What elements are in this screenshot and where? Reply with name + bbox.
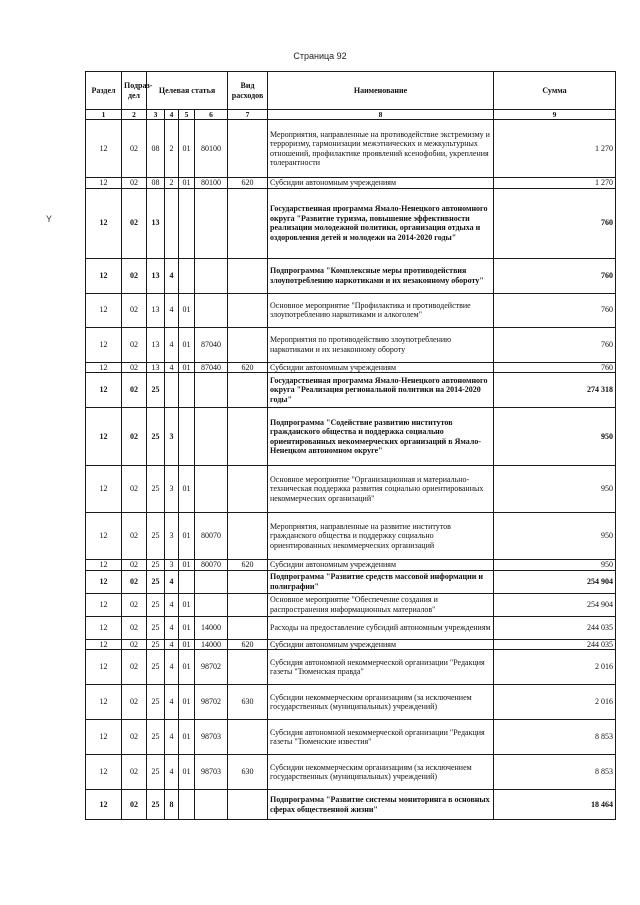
cell-razdel: 12 (86, 685, 122, 720)
cell-vid (228, 293, 268, 327)
cell-event: 01 (179, 560, 195, 571)
cell-event: 01 (179, 362, 195, 373)
table-row (86, 293, 616, 327)
cell-name: Подпрограмма "Развитие системы мониторинга в основных сферах общественной жизни" (268, 790, 494, 820)
cell-direction: 98702 (195, 685, 228, 720)
cell-podrazdel: 02 (122, 188, 147, 258)
cell-direction: 87040 (195, 327, 228, 362)
table-row (86, 373, 616, 408)
table-row (86, 120, 616, 178)
cell-name: Мероприятия по противодействию злоупотреблению наркотиками и их незаконному обороту (268, 327, 494, 362)
cell-event: 01 (179, 720, 195, 755)
column-number: 6 (195, 110, 228, 120)
cell-direction: 80100 (195, 120, 228, 178)
cell-podrazdel: 02 (122, 293, 147, 327)
cell-name: Субсидии автономным учреждениям (268, 560, 494, 571)
cell-program: 13 (147, 258, 165, 293)
cell-program: 25 (147, 685, 165, 720)
cell-name: Мероприятия, направленные на развитие институтов гражданского общества и поддержку социально ориентированных некоммерческих организаций (268, 513, 494, 560)
cell-program: 13 (147, 362, 165, 373)
cell-sum: 1 270 (494, 178, 616, 189)
cell-program: 25 (147, 755, 165, 790)
cell-podrazdel: 02 (122, 755, 147, 790)
cell-event (179, 258, 195, 293)
cell-name: Субсидия автономной некоммерческой организации "Редакция газеты "Тюменская правда" (268, 650, 494, 685)
cell-vid: 620 (228, 178, 268, 189)
cell-direction (195, 408, 228, 466)
cell-event: 01 (179, 120, 195, 178)
cell-vid (228, 466, 268, 513)
cell-name: Субсидии автономным учреждениям (268, 362, 494, 373)
cell-razdel: 12 (86, 466, 122, 513)
cell-event: 01 (179, 650, 195, 685)
cell-subprogram: 8 (165, 790, 179, 820)
header-row (86, 72, 616, 110)
cell-subprogram: 4 (165, 650, 179, 685)
cell-podrazdel: 02 (122, 258, 147, 293)
cell-vid (228, 593, 268, 616)
table-row (86, 720, 616, 755)
cell-event (179, 373, 195, 408)
cell-direction (195, 593, 228, 616)
cell-razdel: 12 (86, 639, 122, 650)
cell-vid: 620 (228, 639, 268, 650)
cell-direction: 80070 (195, 560, 228, 571)
table-row (86, 513, 616, 560)
cell-subprogram: 4 (165, 639, 179, 650)
column-number: 3 (147, 110, 165, 120)
cell-podrazdel: 02 (122, 685, 147, 720)
cell-name: Основное мероприятие "Обеспечение создания и распространения информационных материалов" (268, 593, 494, 616)
cell-podrazdel: 02 (122, 408, 147, 466)
cell-vid: 620 (228, 560, 268, 571)
cell-sum: 950 (494, 513, 616, 560)
cell-podrazdel: 02 (122, 513, 147, 560)
table-row (86, 408, 616, 466)
cell-vid (228, 373, 268, 408)
table-row (86, 685, 616, 720)
col-header-name: Наименование (268, 72, 494, 110)
cell-razdel: 12 (86, 120, 122, 178)
cell-direction: 14000 (195, 616, 228, 639)
cell-name: Субсидии некоммерческим организациям (за исключением государственных (муниципальных) учреждений) (268, 755, 494, 790)
cell-subprogram (165, 188, 179, 258)
cell-vid (228, 188, 268, 258)
cell-program: 25 (147, 560, 165, 571)
cell-direction: 87040 (195, 362, 228, 373)
cell-sum: 760 (494, 362, 616, 373)
cell-subprogram: 2 (165, 120, 179, 178)
cell-event: 01 (179, 513, 195, 560)
cell-subprogram: 4 (165, 616, 179, 639)
cell-subprogram (165, 373, 179, 408)
cell-subprogram: 3 (165, 466, 179, 513)
cell-sum: 760 (494, 188, 616, 258)
cell-subprogram: 4 (165, 593, 179, 616)
cell-direction: 98703 (195, 720, 228, 755)
cell-program: 13 (147, 293, 165, 327)
margin-mark: Y (46, 214, 53, 224)
cell-direction (195, 466, 228, 513)
cell-direction: 80100 (195, 178, 228, 189)
table-row (86, 790, 616, 820)
cell-event: 01 (179, 178, 195, 189)
cell-name: Основное мероприятие "Профилактика и противодействие злоупотреблению наркотиками и алкоголем" (268, 293, 494, 327)
cell-podrazdel: 02 (122, 616, 147, 639)
cell-razdel: 12 (86, 616, 122, 639)
cell-direction (195, 188, 228, 258)
cell-razdel: 12 (86, 560, 122, 571)
cell-sum: 950 (494, 466, 616, 513)
cell-razdel: 12 (86, 790, 122, 820)
column-number: 2 (122, 110, 147, 120)
cell-podrazdel: 02 (122, 373, 147, 408)
cell-razdel: 12 (86, 293, 122, 327)
cell-program: 25 (147, 373, 165, 408)
cell-direction: 14000 (195, 639, 228, 650)
cell-sum: 244 035 (494, 639, 616, 650)
cell-podrazdel: 02 (122, 650, 147, 685)
cell-sum: 760 (494, 258, 616, 293)
cell-program: 25 (147, 616, 165, 639)
cell-program: 25 (147, 408, 165, 466)
cell-podrazdel: 02 (122, 720, 147, 755)
cell-sum: 8 853 (494, 720, 616, 755)
cell-vid (228, 327, 268, 362)
cell-razdel: 12 (86, 188, 122, 258)
cell-vid (228, 570, 268, 593)
cell-podrazdel: 02 (122, 560, 147, 571)
cell-name: Государственная программа Ямало-Ненецкого автономного округа "Реализация региональной политики на 2014-2020 годы" (268, 373, 494, 408)
cell-sum: 760 (494, 293, 616, 327)
cell-vid: 630 (228, 755, 268, 790)
cell-direction (195, 790, 228, 820)
cell-vid (228, 650, 268, 685)
cell-program: 25 (147, 790, 165, 820)
table-row (86, 327, 616, 362)
cell-podrazdel: 02 (122, 790, 147, 820)
column-number: 9 (494, 110, 616, 120)
cell-razdel: 12 (86, 373, 122, 408)
col-header-celevaya: Целевая статья (147, 72, 228, 110)
cell-subprogram: 4 (165, 362, 179, 373)
cell-podrazdel: 02 (122, 327, 147, 362)
cell-name: Субсидии автономным учреждениям (268, 178, 494, 189)
cell-sum: 2 016 (494, 650, 616, 685)
cell-subprogram: 4 (165, 293, 179, 327)
cell-program: 13 (147, 327, 165, 362)
cell-razdel: 12 (86, 720, 122, 755)
cell-vid (228, 513, 268, 560)
cell-event: 01 (179, 593, 195, 616)
col-header-vid: Вид расходов (228, 72, 268, 110)
cell-name: Государственная программа Ямало-Ненецкого автономного округа "Развитие туризма, повышение эффективности реализации молодежной политики, организация отдыха и оздоровления детей и молодежи на 2014-2020 годы" (268, 188, 494, 258)
cell-podrazdel: 02 (122, 178, 147, 189)
table-row (86, 466, 616, 513)
cell-direction: 98703 (195, 755, 228, 790)
table-row (86, 258, 616, 293)
cell-name: Основное мероприятие "Организационная и материально-техническая поддержка развития социально ориентированных некоммерческих организаций" (268, 466, 494, 513)
cell-podrazdel: 02 (122, 120, 147, 178)
cell-sum: 1 270 (494, 120, 616, 178)
cell-name: Субсидия автономной некоммерческой организации "Редакция газеты "Тюменские известия" (268, 720, 494, 755)
cell-podrazdel: 02 (122, 362, 147, 373)
cell-subprogram: 4 (165, 258, 179, 293)
cell-event: 01 (179, 466, 195, 513)
cell-event: 01 (179, 755, 195, 790)
page-header: Страница 92 (293, 51, 347, 61)
cell-subprogram: 3 (165, 560, 179, 571)
cell-vid (228, 408, 268, 466)
cell-sum: 18 464 (494, 790, 616, 820)
cell-razdel: 12 (86, 258, 122, 293)
table-body (86, 120, 616, 820)
column-number: 4 (165, 110, 179, 120)
cell-podrazdel: 02 (122, 593, 147, 616)
cell-program: 13 (147, 188, 165, 258)
cell-program: 25 (147, 720, 165, 755)
cell-program: 25 (147, 466, 165, 513)
cell-direction (195, 570, 228, 593)
cell-subprogram: 4 (165, 327, 179, 362)
cell-sum: 254 904 (494, 570, 616, 593)
table-row (86, 178, 616, 189)
cell-sum: 760 (494, 327, 616, 362)
cell-name: Подпрограмма "Комплексные меры противодействия злоупотреблению наркотиками и их незаконному обороту" (268, 258, 494, 293)
cell-sum: 244 035 (494, 616, 616, 639)
cell-subprogram: 4 (165, 685, 179, 720)
cell-event (179, 188, 195, 258)
column-number: 8 (268, 110, 494, 120)
cell-direction: 98702 (195, 650, 228, 685)
cell-sum: 274 318 (494, 373, 616, 408)
table-row (86, 560, 616, 571)
cell-vid (228, 120, 268, 178)
cell-event: 01 (179, 616, 195, 639)
cell-razdel: 12 (86, 650, 122, 685)
table-row (86, 616, 616, 639)
cell-event: 01 (179, 293, 195, 327)
cell-podrazdel: 02 (122, 639, 147, 650)
cell-sum: 2 016 (494, 685, 616, 720)
column-number-row (86, 110, 616, 120)
cell-sum: 950 (494, 560, 616, 571)
cell-vid: 630 (228, 685, 268, 720)
cell-vid (228, 790, 268, 820)
cell-direction: 80070 (195, 513, 228, 560)
cell-razdel: 12 (86, 570, 122, 593)
cell-event (179, 790, 195, 820)
budget-table (85, 71, 616, 820)
table-row (86, 593, 616, 616)
cell-razdel: 12 (86, 362, 122, 373)
cell-program: 25 (147, 570, 165, 593)
cell-subprogram: 2 (165, 178, 179, 189)
cell-direction (195, 258, 228, 293)
cell-sum: 8 853 (494, 755, 616, 790)
table-row (86, 650, 616, 685)
cell-program: 08 (147, 178, 165, 189)
cell-razdel: 12 (86, 593, 122, 616)
cell-program: 25 (147, 593, 165, 616)
cell-podrazdel: 02 (122, 466, 147, 513)
cell-vid (228, 258, 268, 293)
table-row (86, 362, 616, 373)
cell-name: Подпрограмма "Содействие развитию институтов гражданского общества и поддержка социально ориентированных некоммерческих организаций в Ямало-Ненецком автономном округе" (268, 408, 494, 466)
column-number: 7 (228, 110, 268, 120)
cell-direction (195, 293, 228, 327)
table-row (86, 188, 616, 258)
col-header-podrazdel: Подраз-дел (122, 72, 147, 110)
cell-sum: 950 (494, 408, 616, 466)
cell-razdel: 12 (86, 755, 122, 790)
cell-event (179, 570, 195, 593)
cell-event: 01 (179, 685, 195, 720)
cell-sum: 254 904 (494, 593, 616, 616)
cell-razdel: 12 (86, 327, 122, 362)
cell-vid: 620 (228, 362, 268, 373)
cell-podrazdel: 02 (122, 570, 147, 593)
cell-razdel: 12 (86, 408, 122, 466)
cell-vid (228, 616, 268, 639)
cell-name: Субсидии автономным учреждениям (268, 639, 494, 650)
cell-name: Расходы на предоставление субсидий автономным учреждениям (268, 616, 494, 639)
cell-subprogram: 3 (165, 513, 179, 560)
cell-subprogram: 4 (165, 570, 179, 593)
table-row (86, 570, 616, 593)
table-row (86, 639, 616, 650)
cell-program: 25 (147, 639, 165, 650)
cell-subprogram: 4 (165, 755, 179, 790)
cell-subprogram: 3 (165, 408, 179, 466)
cell-event: 01 (179, 639, 195, 650)
table-row (86, 755, 616, 790)
cell-event (179, 408, 195, 466)
cell-event: 01 (179, 327, 195, 362)
col-header-razdel: Раздел (86, 72, 122, 110)
cell-program: 08 (147, 120, 165, 178)
cell-name: Субсидии некоммерческим организациям (за исключением государственных (муниципальных) учреждений) (268, 685, 494, 720)
cell-razdel: 12 (86, 513, 122, 560)
cell-program: 25 (147, 650, 165, 685)
column-number: 1 (86, 110, 122, 120)
cell-program: 25 (147, 513, 165, 560)
column-number: 5 (179, 110, 195, 120)
cell-name: Мероприятия, направленные на противодействие экстремизму и терроризму, гармонизации межэтнических и межкультурных отношений, профилактике проявлений ксенофобии, укрепления толерантности (268, 120, 494, 178)
cell-razdel: 12 (86, 178, 122, 189)
cell-name: Подпрограмма "Развитие средств массовой информации и полиграфии" (268, 570, 494, 593)
cell-subprogram: 4 (165, 720, 179, 755)
cell-direction (195, 373, 228, 408)
cell-vid (228, 720, 268, 755)
col-header-sum: Сумма (494, 72, 616, 110)
